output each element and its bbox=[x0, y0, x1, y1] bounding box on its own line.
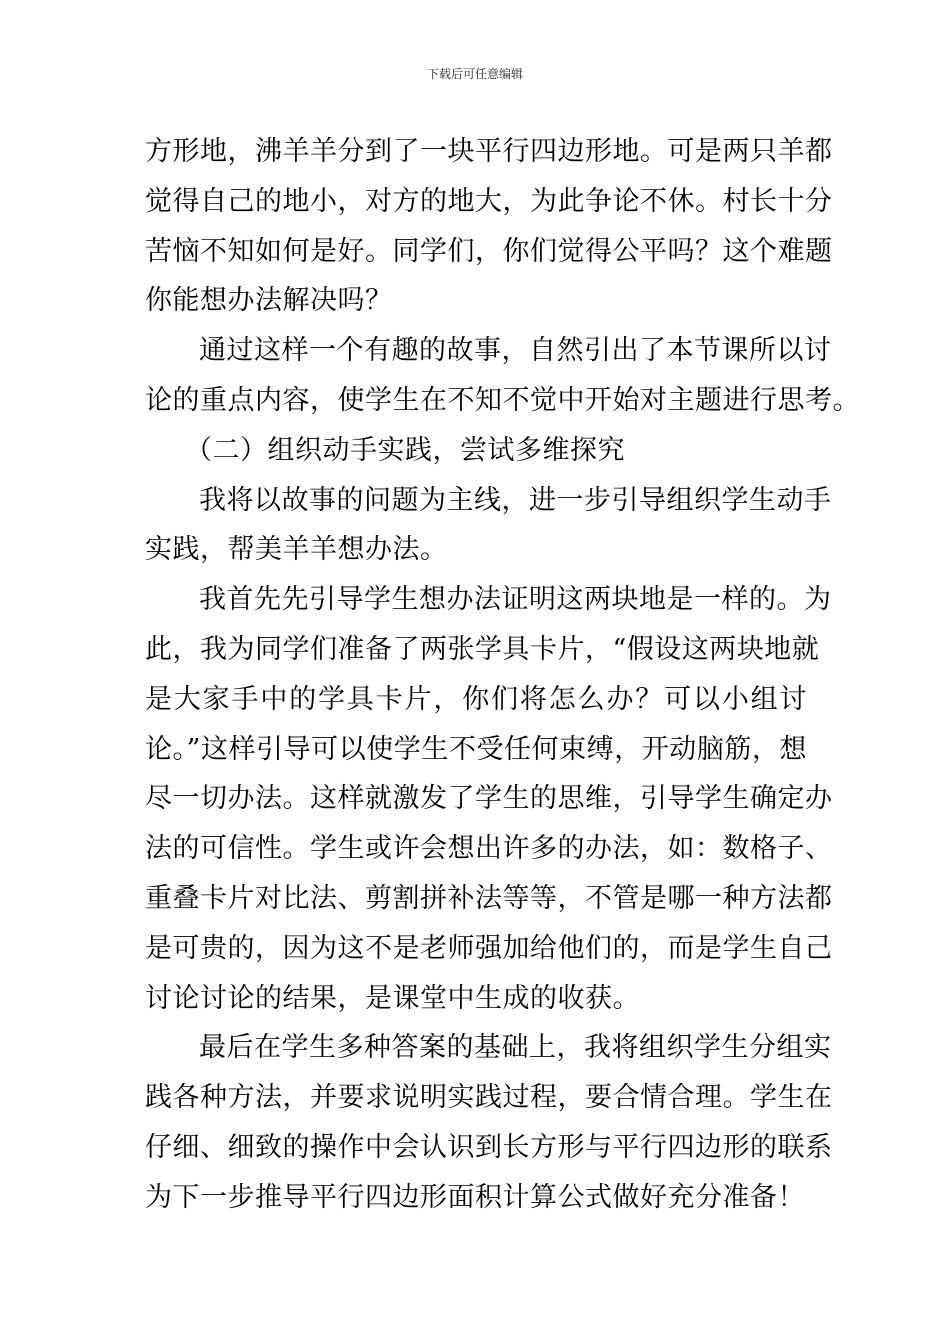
text-line: 此，我为同学们准备了两张学具卡片，“假设这两块地就 bbox=[145, 633, 820, 665]
text-line: 你能想办法解决吗？ bbox=[145, 285, 393, 317]
text-line: 讨论讨论的结果，是课堂中生成的收获。 bbox=[145, 982, 640, 1014]
section-heading: （二）组织动手实践，尝试多维探究 bbox=[185, 434, 625, 466]
text-line: 方形地，沸羊羊分到了一块平行四边形地。可是两只羊都 bbox=[145, 136, 833, 167]
text-line: 是大家手中的学具卡片，你们将怎么办？可以小组讨 bbox=[145, 683, 807, 715]
text-line: 苦恼不知如何是好。同学们，你们觉得公平吗？这个难题 bbox=[145, 235, 833, 267]
text-line: 我首先先引导学生想办法证明这两块地是一样的。为 bbox=[199, 584, 832, 616]
text-line: 法的可信性。学生或许会想出许多的办法，如：数格子、 bbox=[145, 833, 833, 865]
text-line: 最后在学生多种答案的基础上，我将组织学生分组实 bbox=[199, 1032, 832, 1064]
text-line: 觉得自己的地小，对方的地大，为此争论不休。村长十分 bbox=[145, 185, 833, 217]
page-header: 下载后可任意编辑 bbox=[426, 67, 523, 81]
text-line: 践各种方法，并要求说明实践过程，要合情合理。学生在 bbox=[145, 1082, 833, 1114]
text-line: 通过这样一个有趣的故事，自然引出了本节课所以讨 bbox=[199, 335, 832, 367]
text-line: 实践，帮美羊羊想办法。 bbox=[145, 534, 448, 566]
text-line: 论。”这样引导可以使学生不受任何束缚，开动脑筋，想 bbox=[145, 733, 807, 765]
text-line: 为下一步推导平行四边形面积计算公式做好充分准备！ bbox=[145, 1181, 805, 1213]
text-line: 尽一切办法。这样就激发了学生的思维，引导学生确定办 bbox=[145, 783, 833, 815]
text-line: 论的重点内容，使学生在不知不觉中开始对主题进行思考。 bbox=[145, 384, 860, 416]
text-line: 仔细、细致的操作中会认识到长方形与平行四边形的联系 bbox=[145, 1131, 833, 1163]
text-line: 我将以故事的问题为主线，进一步引导组织学生动手 bbox=[199, 484, 832, 516]
text-line: 是可贵的，因为这不是老师强加给他们的，而是学生自己 bbox=[145, 932, 833, 964]
text-line: 重叠卡片对比法、剪割拼补法等等，不管是哪一种方法都 bbox=[145, 882, 833, 914]
document-body bbox=[145, 127, 860, 1223]
